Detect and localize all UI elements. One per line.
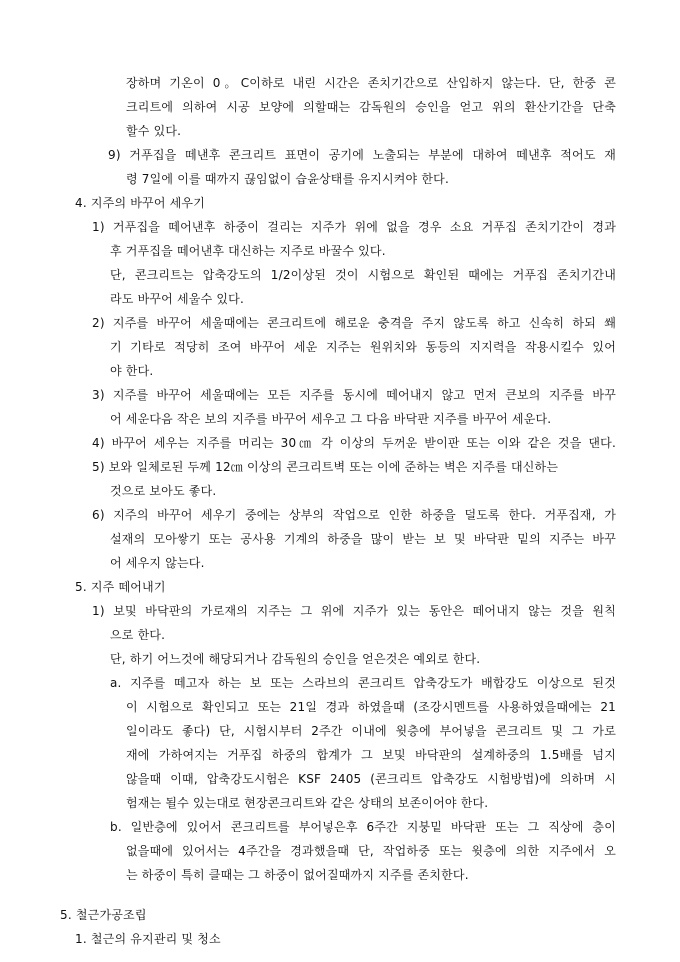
text-line: 후 거푸집을 떼어낸후 대신하는 지주로 바꿀수 있다.	[110, 244, 386, 258]
list-item-text: 1) 보및 바닥판의 가로재의 지주는 그 위에 지주가 있는 동안은 떼어내지 않는 것을 원칙	[92, 604, 616, 618]
text-line: 어 세우지 않는다.	[110, 556, 205, 570]
list-item-text: a. 지주를 떼고자 하는 보 또는 스라브의 콘크리트 압축강도가 배합강도 이상으로 된것	[110, 676, 616, 690]
text-line: 없을때에 있어서는 4주간을 경과했을때 단, 작업하중 또는 윗층에 의한 지주에서 오	[126, 844, 616, 858]
text-line: 어 세운다음 작은 보의 지주를 바꾸어 세우고 그 다음 바닥판 지주를 바꾸어 세운다.	[110, 412, 552, 426]
text-line: 장하며 기온이 0。C이하로 내린 시간은 존치기간으로 산입하지 않는다. 단, 한중 콘	[126, 76, 616, 90]
section-heading: 4. 지주의 바꾸어 세우기	[75, 196, 206, 210]
text-line: 야 한다.	[110, 364, 154, 378]
list-item-text: b. 일반층에 있어서 콘크리트를 부어넣은후 6주간 지붕밑 바닥판 또는 그 직상에 층이	[110, 820, 616, 834]
text-line: 할수 있다.	[126, 124, 182, 138]
text-line: 기 기타로 적당히 조여 바꾸어 세운 지주는 원위치와 동등의 지지력을 작용시킬수 있어	[110, 340, 616, 354]
text-line: 라도 바꾸어 세울수 있다.	[110, 292, 244, 306]
chapter-heading: 5. 철근가공조립	[60, 908, 147, 922]
text-line: 단, 콘크리트는 압축강도의 1/2이상된 것이 시험으로 확인된 때에는 거푸집 존치기간내	[110, 268, 616, 282]
text-line: 크리트에 의하여 시공 보양에 의할때는 감독원의 승인을 얻고 위의 환산기간을 단축	[126, 100, 616, 114]
list-item-text: 3) 지주를 바꾸어 세울때에는 모든 지주를 동시에 떼어내지 않고 먼저 큰보의 지주를 바꾸	[92, 388, 616, 402]
text-line: 재에 가하여지는 거푸집 하중의 합계가 그 보및 바닥판의 설계하중의 1.5배를 넘지	[126, 748, 616, 762]
section-heading: 5. 지주 떼어내기	[75, 580, 166, 594]
list-item-text: 2) 지주를 바꾸어 세울때에는 콘크리트에 해로운 충격을 주지 않도록 하고 신속히 하되 쐐	[92, 316, 616, 330]
text-line: 단, 하기 어느것에 해당되거나 감독원의 승인을 얻은것은 예외로 한다.	[110, 652, 481, 666]
list-item-text: 5) 보와 일체로된 두께 12㎝ 이상의 콘크리트벽 또는 이에 준하는 벽은 지주를 대신하는	[92, 460, 559, 474]
text-line: 령 7일에 이를 때까지 끊임없이 습윤상태를 유지시켜야 한다.	[126, 172, 449, 186]
text-line: 일이라도 좋다) 단, 시험시부터 2주간 이내에 윗층에 부어넣을 콘크리트 및 그 가로	[126, 724, 616, 738]
subsection-heading: 1. 철근의 유지관리 및 청소	[75, 932, 221, 946]
list-item-text: 6) 지주의 바꾸어 세우기 중에는 상부의 작업으로 인한 하중을 덜도록 한다. 거푸집재, 가	[92, 508, 616, 522]
list-item-text: 4) 바꾸어 세우는 지주를 머리는 30㎝ 각 이상의 두꺼운 받이판 또는 이와 같은 것을 댄다.	[92, 436, 616, 450]
text-line: 이 시험으로 확인되고 또는 21일 경과 하였을때 (조강시멘트를 사용하였을때에는 21	[126, 700, 616, 714]
text-line: 않을때 이때, 압축강도시험은 KSF 2405 (콘크리트 압축강도 시험방법)에 의하며 시	[126, 772, 616, 786]
text-line: 험재는 될수 있는대로 현장콘크리트와 같은 상태의 보존이어야 한다.	[126, 796, 489, 810]
text-line: 는 하중이 특히 클때는 그 하중이 없어질때까지 지주를 존치한다.	[126, 868, 469, 882]
list-item-text: 9) 거푸집을 떼낸후 콘크리트 표면이 공기에 노출되는 부분에 대하여 떼낸후 적어도 재	[108, 148, 616, 162]
list-item-text: 1) 거푸집을 떼어낸후 하중이 걸리는 지주가 위에 없을 경우 소요 거푸집 존치기간이 경과	[92, 220, 616, 234]
text-line: 으로 한다.	[110, 628, 166, 642]
text-line: 것으로 보아도 좋다.	[110, 484, 217, 498]
text-line: 설재의 모아쌓기 또는 공사용 기계의 하중을 많이 받는 보 및 바닥판 밑의 지주는 바꾸	[110, 532, 616, 546]
